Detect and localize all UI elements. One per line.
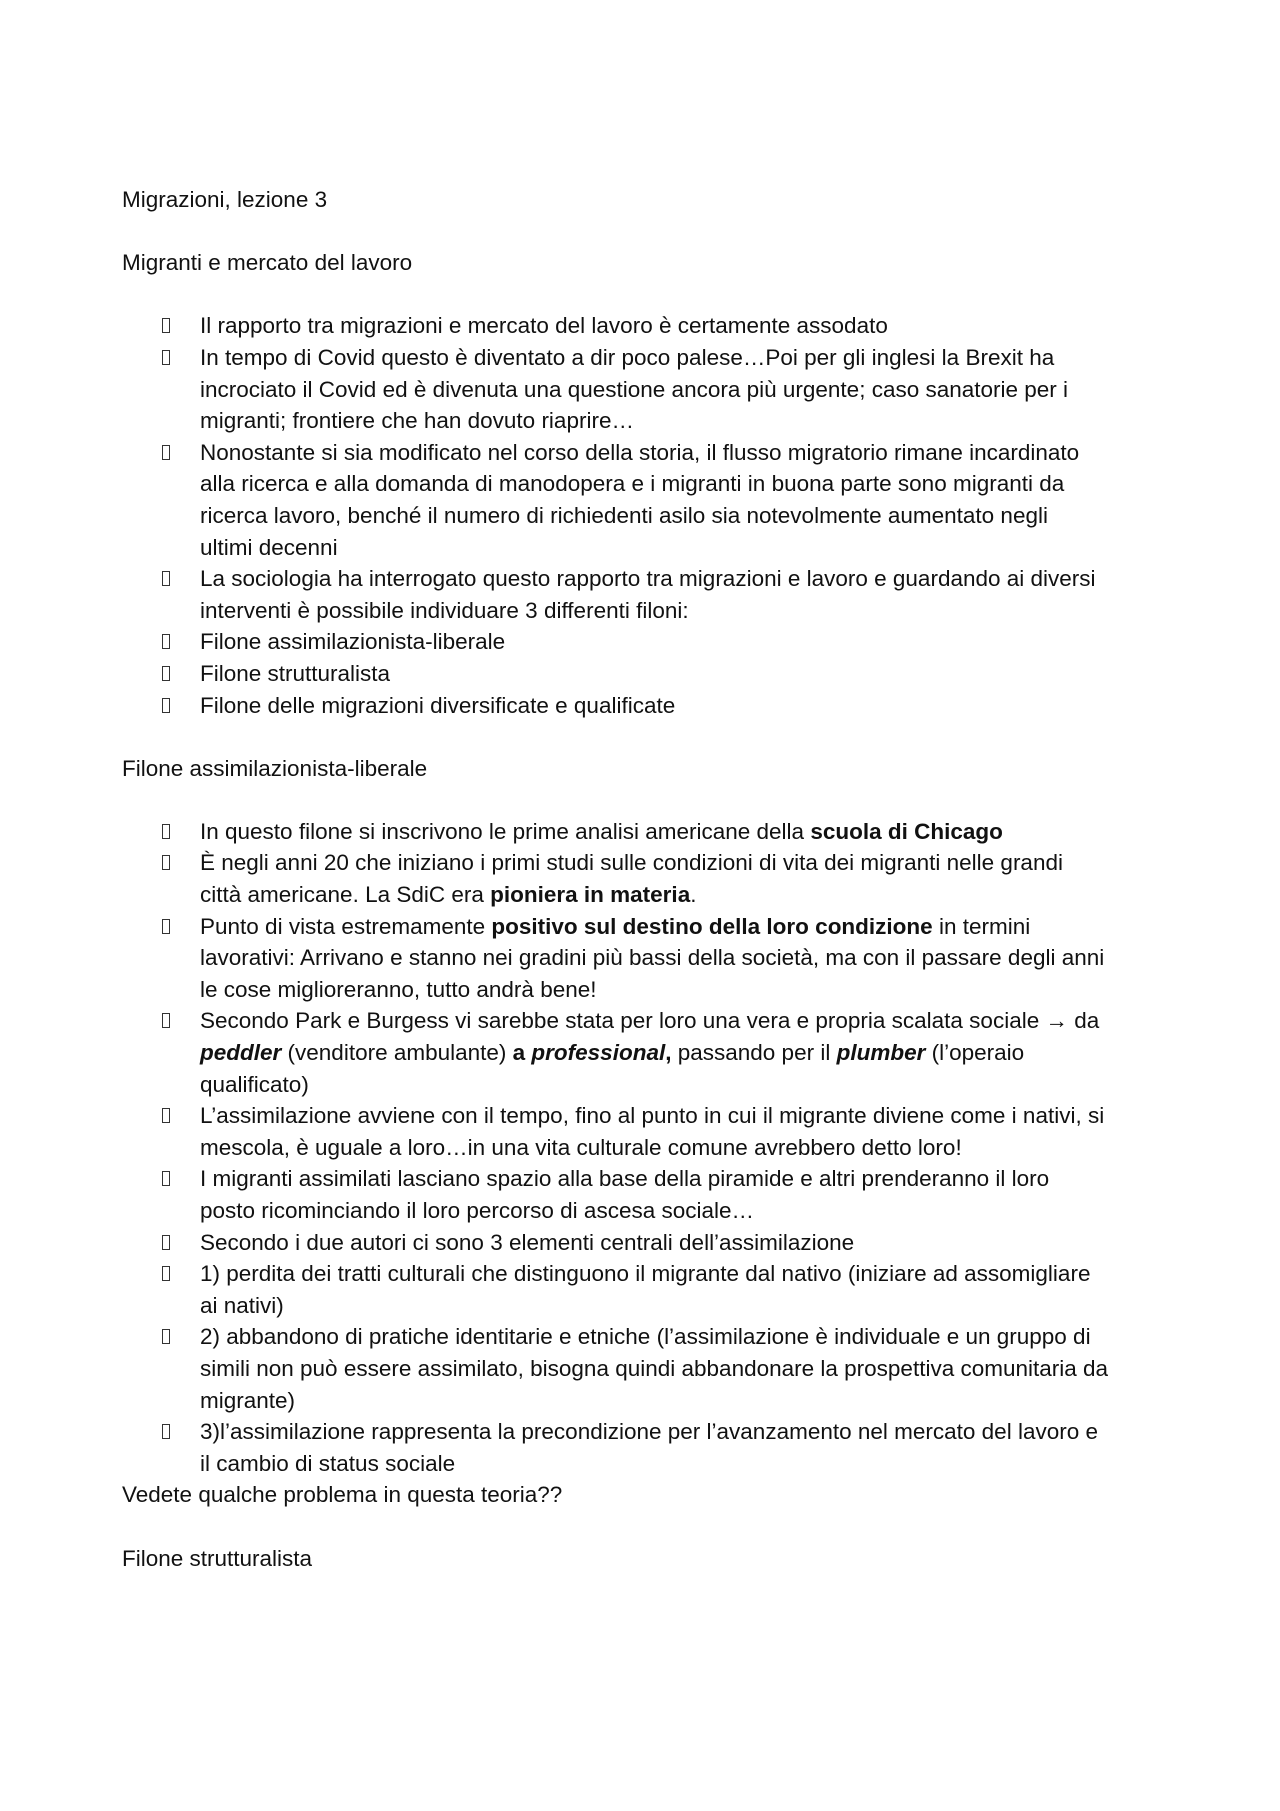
bold-italic-text: professional [531, 1040, 666, 1066]
list-item: I migranti assimilati lasciano spazio alla base della piramide e altri prenderanno il loro posto ricominciando il loro percorso di ascesa sociale… [122, 1163, 1182, 1226]
question-text: Vedete qualche problema in questa teoria?? [122, 1482, 563, 1508]
bullet-icon [162, 698, 170, 713]
bold-text: pioniera in materia [490, 882, 691, 908]
list-item: 2) abbandono di pratiche identitarie e etniche (l’assimilazione è individuale e un gruppo di simili non può essere assimilato, bisogna quindi abbandonare la prospettiva comunitaria da migrante) [122, 1321, 1182, 1416]
section-heading-migranti-mercato: Migranti e mercato del lavoro [122, 250, 413, 276]
list-item: Il rapporto tra migrazioni e mercato del lavoro è certamente assodato [122, 310, 1182, 342]
list-item: 1) perdita dei tratti culturali che distinguono il migrante dal nativo (iniziare ad assomigliare ai nativi) [122, 1258, 1182, 1321]
bold-text: positivo sul destino della loro condizione [491, 913, 933, 939]
bullet-icon [162, 1424, 170, 1439]
bullet-icon [162, 666, 170, 681]
bullet-icon [162, 634, 170, 649]
list-item: Filone assimilazionista-liberale [122, 626, 1182, 658]
bullet-icon [162, 1013, 170, 1028]
bullet-icon [162, 919, 170, 934]
list-item: L’assimilazione avviene con il tempo, fino al punto in cui il migrante diviene come i nativi, si mescola, è uguale a loro…in una vita culturale comune avrebbero detto loro! [122, 1100, 1182, 1163]
section-heading-assimilazionista: Filone assimilazionista-liberale [122, 755, 428, 781]
bullet-icon [162, 855, 170, 870]
arrow-right-icon: → [1045, 1008, 1068, 1034]
bullet-icon [162, 445, 170, 460]
document-page [122, 184, 1182, 1574]
list-item: Nonostante si sia modificato nel corso della storia, il flusso migratorio rimane incardinato alla ricerca e alla domanda di manodopera e i migranti in buona parte sono migranti da ricerca lavoro, benché il numero di richiedenti asilo sia notevolmente aumentato negli ultimi decenni [122, 437, 1182, 563]
section-heading-strutturalista: Filone strutturalista [122, 1545, 313, 1571]
list-item: Filone delle migrazioni diversificate e qualificate [122, 690, 1182, 722]
list-item: È negli anni 20 che iniziano i primi studi sulle condizioni di vita dei migranti nelle grandi città americane. La SdiC era pioniera in materia. [122, 847, 1182, 910]
bullet-icon [162, 1171, 170, 1186]
bold-italic-text: peddler [200, 1040, 282, 1066]
list-item: Secondo i due autori ci sono 3 elementi centrali dell’assimilazione [122, 1227, 1182, 1259]
bold-italic-text: plumber [836, 1040, 926, 1066]
bold-text: , [665, 1040, 672, 1066]
bullet-icon [162, 571, 170, 586]
list-item: In tempo di Covid questo è diventato a dir poco palese…Poi per gli inglesi la Brexit ha incrociato il Covid ed è divenuta una questione ancora più urgente; caso sanatorie per i migranti; frontiere che han dovuto riaprire… [122, 342, 1182, 437]
bullet-icon [162, 318, 170, 333]
list-item: Secondo Park e Burgess vi sarebbe stata per loro una vera e propria scalata sociale → da peddler (venditore ambulante) a professional, passando per il plumber (l’operaio qualificato) [122, 1005, 1182, 1100]
bullet-icon [162, 1108, 170, 1123]
bullet-icon [162, 1235, 170, 1250]
list-item: Filone strutturalista [122, 658, 1182, 690]
bullet-list-section1 [122, 310, 1182, 721]
list-item: La sociologia ha interrogato questo rapporto tra migrazioni e lavoro e guardando ai diversi interventi è possibile individuare 3 differenti filoni: [122, 563, 1182, 626]
bullet-list-section2 [122, 816, 1182, 1479]
document-title: Migrazioni, lezione 3 [122, 187, 328, 212]
bold-text: a [512, 1040, 532, 1066]
bullet-icon [162, 1266, 170, 1281]
list-item: 3)l’assimilazione rappresenta la precondizione per l’avanzamento nel mercato del lavoro e il cambio di status sociale [122, 1416, 1182, 1479]
bullet-icon [162, 824, 170, 839]
list-item: In questo filone si inscrivono le prime analisi americane della scuola di Chicago [122, 816, 1182, 848]
bullet-icon [162, 350, 170, 365]
list-item: Punto di vista estremamente positivo sul destino della loro condizione in termini lavorativi: Arrivano e stanno nei gradini più bassi della società, ma con il passare degli anni le cose miglioreranno, tutto andrà bene! [122, 911, 1182, 1006]
bullet-icon [162, 1329, 170, 1344]
bold-text: scuola di Chicago [810, 818, 1003, 844]
